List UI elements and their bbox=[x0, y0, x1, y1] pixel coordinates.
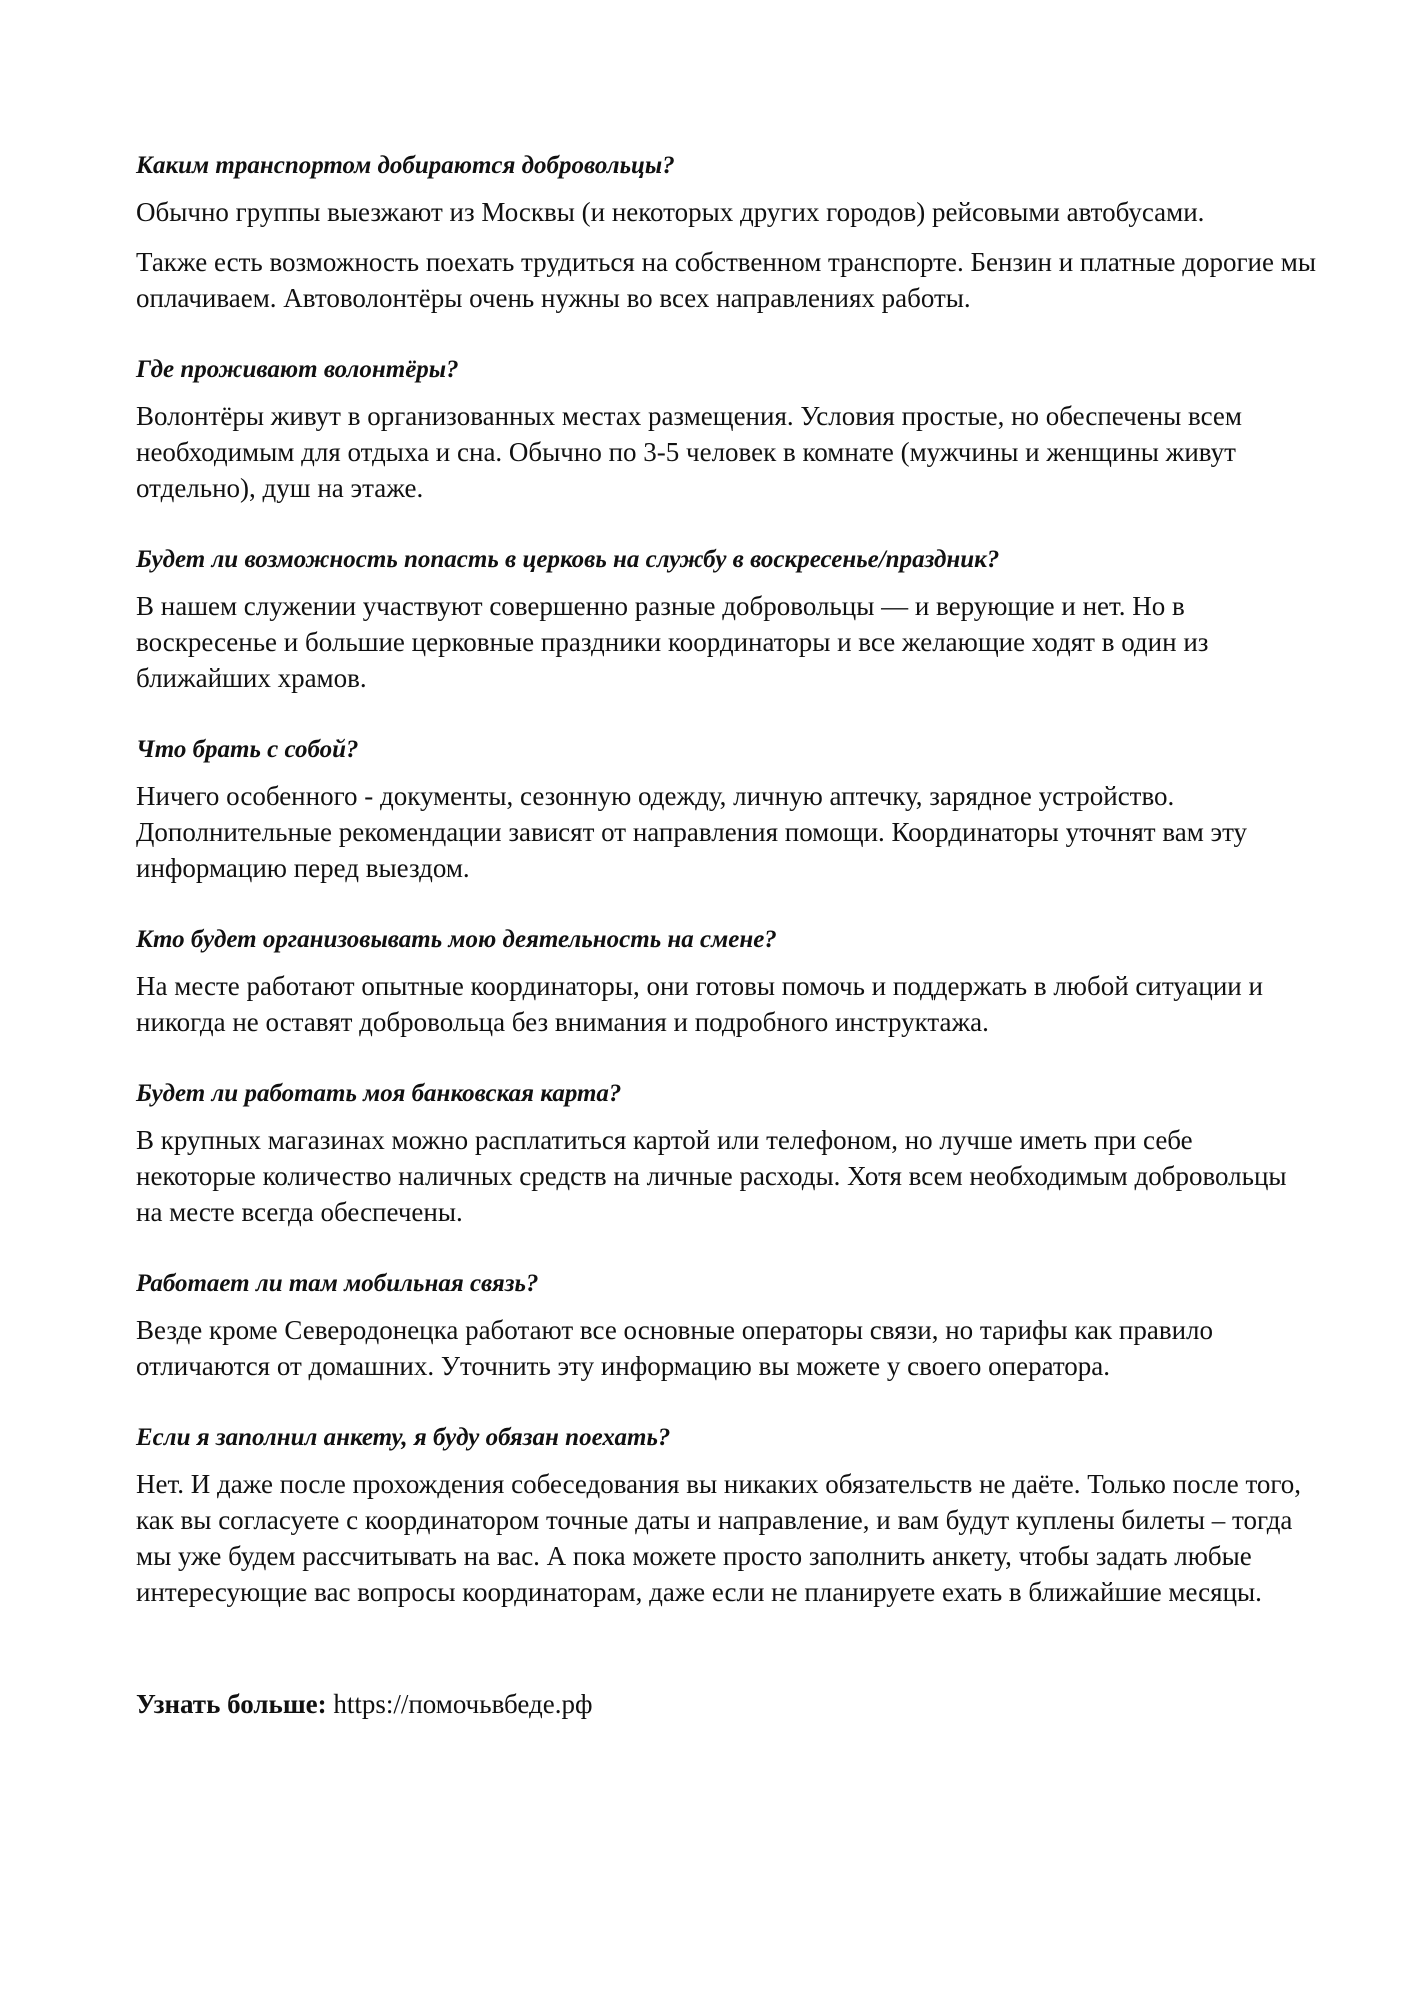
faq-item-coordination bbox=[136, 922, 1316, 1040]
faq-question: Что брать с собой? bbox=[136, 736, 359, 763]
faq-question: Каким транспортом добираются добровольцы? bbox=[136, 152, 675, 179]
faq-question: Если я заполнил анкету, я буду обязан поехать? bbox=[136, 1424, 671, 1451]
faq-answer: Также есть возможность поехать трудиться на собственном транспорте. Бензин и платные дорогие мы оплачиваем. Автоволонтёры очень нужны во всех направлениях работы. bbox=[136, 247, 1316, 313]
faq-item-accommodation bbox=[136, 352, 1316, 506]
faq-question: Будет ли возможность попасть в церковь на службу в воскресенье/праздник? bbox=[136, 546, 1000, 573]
faq-item-bank-card bbox=[136, 1076, 1316, 1230]
learn-more-label: Узнать больше: bbox=[136, 1689, 327, 1719]
faq-item-church bbox=[136, 542, 1316, 696]
faq-item-transport bbox=[136, 148, 1316, 316]
faq-question: Будет ли работать моя банковская карта? bbox=[136, 1080, 622, 1107]
faq-answer: На месте работают опытные координаторы, они готовы помочь и поддержать в любой ситуации и никогда не оставят добровольца без внимания и подробного инструктажа. bbox=[136, 971, 1263, 1037]
faq-answer: В нашем служении участвуют совершенно разные добровольцы — и верующие и нет. Но в воскресенье и большие церковные праздники координаторы и все желающие ходят в один из ближайших храмов. bbox=[136, 591, 1209, 693]
faq-document bbox=[136, 148, 1316, 1722]
learn-more-link[interactable]: https://помочьвбеде.рф bbox=[333, 1689, 593, 1719]
faq-answer: Обычно группы выезжают из Москвы (и некоторых других городов) рейсовыми автобусами. bbox=[136, 197, 1205, 227]
learn-more-footer bbox=[136, 1686, 1316, 1722]
faq-item-mobile bbox=[136, 1266, 1316, 1384]
faq-answer: В крупных магазинах можно расплатиться картой или телефоном, но лучше иметь при себе некоторые количество наличных средств на личные расходы. Хотя всем необходимым добровольцы на месте всегда обеспечены. bbox=[136, 1125, 1287, 1227]
faq-question: Работает ли там мобильная связь? bbox=[136, 1270, 539, 1297]
faq-item-application bbox=[136, 1420, 1316, 1610]
faq-answer: Везде кроме Северодонецка работают все основные операторы связи, но тарифы как правило отличаются от домашних. Уточнить эту информацию вы можете у своего оператора. bbox=[136, 1315, 1214, 1381]
faq-question: Где проживают волонтёры? bbox=[136, 356, 459, 383]
faq-question: Кто будет организовывать мою деятельность на смене? bbox=[136, 926, 777, 953]
faq-item-what-to-bring bbox=[136, 732, 1316, 886]
faq-answer: Ничего особенного - документы, сезонную одежду, личную аптечку, зарядное устройство. Дополнительные рекомендации зависят от направления помощи. Координаторы уточнят вам эту информацию перед выездом. bbox=[136, 781, 1248, 883]
faq-answer: Волонтёры живут в организованных местах размещения. Условия простые, но обеспечены всем необходимым для отдыха и сна. Обычно по 3-5 человек в комнате (мужчины и женщины живут отдельно), душ на этаже. bbox=[136, 401, 1242, 503]
faq-answer: Нет. И даже после прохождения собеседования вы никаких обязательств не даёте. Только после того, как вы согласуете с координатором точные даты и направление, и вам будут куплены билеты – тогда мы уже будем рассчитывать на вас. А пока можете просто заполнить анкету, чтобы задать любые интересующие вас вопросы координаторам, даже если не планируете ехать в ближайшие месяцы. bbox=[136, 1469, 1302, 1607]
